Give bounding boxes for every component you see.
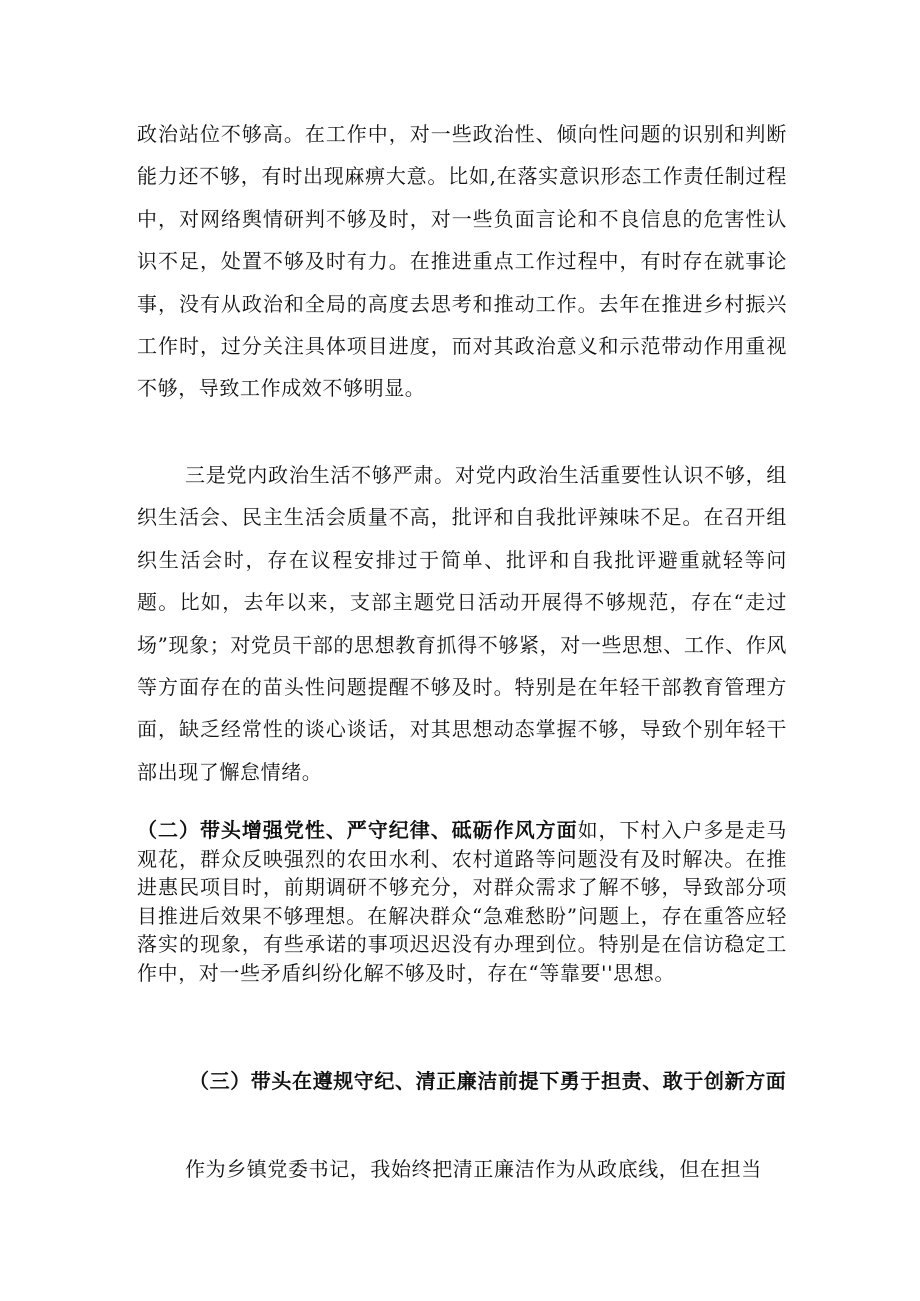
body-paragraph-party-life: 三是党内政治生活不够严肃。对党内政治生活重要性认识不够，组织生活会、民主生活会质量不高，批评和自我批评辣味不足。在召开组织生活会时，存在议程安排过于简单、批评和自我批评避重就轻等问题。比如，去年以来，支部主题党日活动开展得不够规范，存在“走过场”现象；对党员干部的思想教育抓得不够紧，对一些思想、工作、作风等方面存在的苗头性问题提醒不够及时。特别是在年轻干部教育管理方面，缺乏经常性的谈心谈话，对其思想动态掌握不够，导致个别年轻干部出现了懈怠情绪。	[137, 463, 787, 784]
section-3-heading: （三）带头在遵规守纪、清正廉洁前提下勇于担责、敢于创新方面	[189, 1069, 787, 1093]
body-paragraph-political-stance: 政治站位不够高。在工作中，对一些政治性、倾向性问题的识别和判断能力还不够，有时出现麻痹大意。比如,在落实意识形态工作责任制过程中，对网络舆情研判不够及时，对一些负面言论和不良信息的危害性认识不足，处置不够及时有力。在推进重点工作过程中，有时存在就事论事，没有从政治和全局的高度去思考和推动工作。去年在推进乡村振兴工作时，过分关注具体项目进度，而对其政治意义和示范带动作用重视不够，导致工作成效不够明显。	[137, 122, 787, 401]
section-2-heading: （二）带头增强党性、严守纪律、砥砺作风方面	[137, 818, 578, 842]
section-2-body: 如，下村入户多是走马观花，群众反映强烈的农田水利、农村道路等问题没有及时解决。在推进惠民项目时，前期调研不够充分，对群众需求了解不够，导致部分项目推进后效果不够理想。在解决群众“急难愁盼”问题上，存在重答应轻落实的现象，有些承诺的事项迟迟没有办理到位。特别是在信访稳定工作中，对一些矛盾纠纷化解不够及时，存在“等靠要''思想。	[137, 818, 787, 985]
section-2-paragraph	[137, 816, 787, 988]
body-paragraph-integrity: 作为乡镇党委书记，我始终把清正廉洁作为从政底线，但在担当	[185, 1157, 762, 1181]
